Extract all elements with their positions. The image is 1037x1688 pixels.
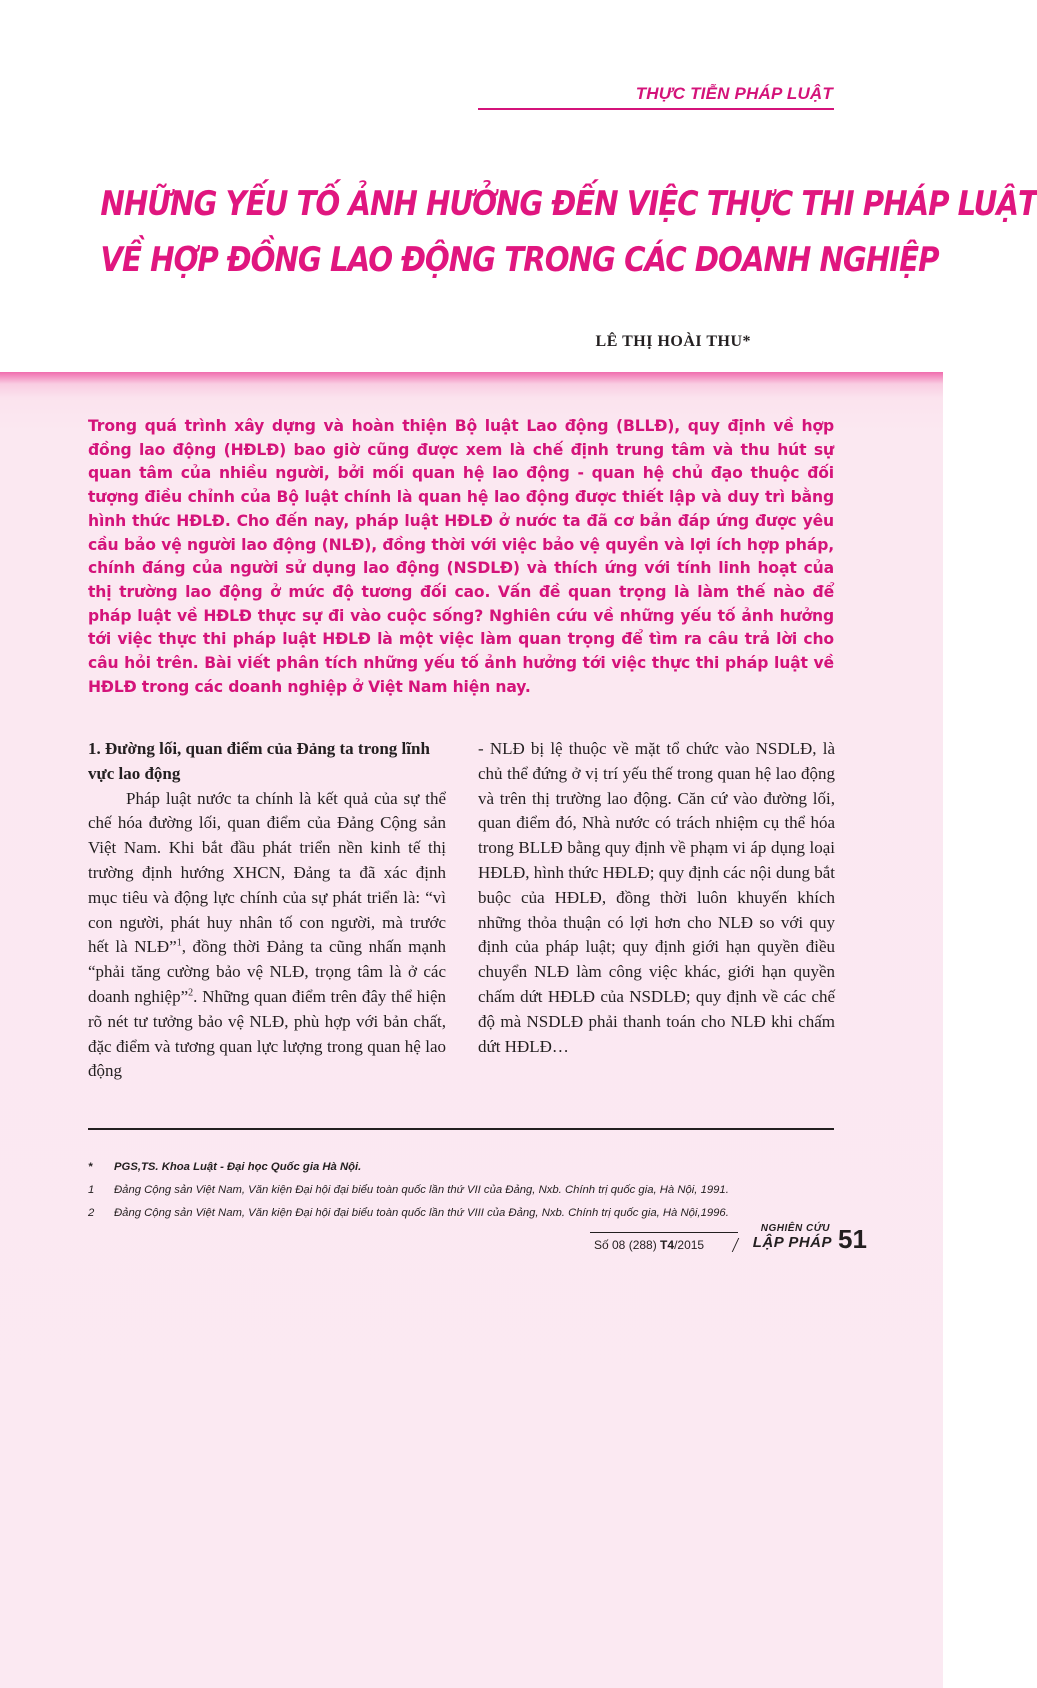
right-column <box>478 737 835 1059</box>
left-column <box>88 737 446 1084</box>
footer-rule <box>590 1232 738 1233</box>
issue-year: /2015 <box>674 1238 705 1252</box>
footnote-ref: 2 <box>188 987 194 999</box>
footnote-item <box>88 1156 848 1179</box>
body-text: , đồng thời Đảng ta cũng nhấn mạnh “phải tăng cường bảo vệ NLĐ, trọng tâm là ở các doanh nghiệp” <box>88 937 446 1006</box>
body-paragraph <box>88 787 446 1085</box>
footnote-text: Đảng Cộng sản Việt Nam, Văn kiện Đại hội đại biểu toàn quốc lần thứ VIII của Đảng, Nxb. Chính trị quốc gia, Hà Nội,1996. <box>114 1207 729 1219</box>
issue-month: T4 <box>660 1238 675 1252</box>
footnote-text: Đảng Cộng sản Việt Nam, Văn kiện Đại hội đại biểu toàn quốc lần thứ VII của Đảng, Nxb. Chính trị quốc gia, Hà Nội, 1991. <box>114 1184 729 1196</box>
issue-prefix: Số 08 (288) <box>594 1238 661 1252</box>
title-line-2: VỀ HỢP ĐỒNG LAO ĐỘNG TRONG CÁC DOANH NGHIỆP <box>100 240 939 280</box>
magazine-name-bottom: LẬP PHÁP <box>752 1234 832 1251</box>
title-line-1: NHỮNG YẾU TỐ ẢNH HƯỞNG ĐẾN VIỆC THỰC THI PHÁP LUẬT <box>100 184 1037 224</box>
footnote-item <box>88 1179 848 1202</box>
footnote-mark: * <box>88 1161 93 1173</box>
issue-info <box>594 1238 704 1252</box>
article-title <box>100 176 1037 288</box>
section-heading: 1. Đường lối, quan điểm của Đảng ta trong lĩnh vực lao động <box>88 739 430 783</box>
page-number: 51 <box>838 1224 867 1254</box>
footnote-ref: 1 <box>176 937 182 949</box>
magazine-name-top: NGHIÊN CỨU <box>760 1223 830 1234</box>
author: LÊ THỊ HOÀI THU* <box>595 333 751 350</box>
footnote-divider <box>88 1128 834 1130</box>
body-text: . Những quan điểm trên đây thể hiện rõ nét tư tưởng bảo vệ NLĐ, phù hợp với bản chất, đặc điểm và tương quan lực lượng trong quan hệ lao động <box>88 986 446 1081</box>
section-rule <box>478 108 834 110</box>
footnote-item <box>88 1202 848 1225</box>
footnotes <box>88 1156 848 1225</box>
footnote-mark: 1 <box>88 1184 95 1196</box>
abstract: Trong quá trình xây dựng và hoàn thiện Bộ luật Lao động (BLLĐ), quy định về hợp đồng lao động (HĐLĐ) bao giờ cũng được xem là chế định trung tâm và thu hút sự quan tâm của nhiều người, bởi mối quan hệ lao động - quan hệ chủ đạo thuộc đối tượng điều chỉnh của Bộ luật chính là quan hệ lao động được thiết lập và duy trì bằng hình thức HĐLĐ. Cho đến nay, pháp luật HĐLĐ ở nước ta đã cơ bản đáp ứng được yêu cầu bảo vệ người lao động (NLĐ), đồng thời với việc bảo vệ quyền và lợi ích hợp pháp, chính đáng của người sử dụng lao động (NSDLĐ) và thích ứng với tính linh hoạt của thị trường lao động ở mức độ tương đối cao. Vấn đề quan trọng là làm thế nào để pháp luật về HĐLĐ thực sự đi vào cuộc sống? Nghiên cứu về những yếu tố ảnh hưởng tới việc thực thi pháp luật HĐLĐ là một việc làm quan trọng để tìm ra câu trả lời cho câu hỏi trên. Bài viết phân tích những yếu tố ảnh hưởng tới việc thực thi pháp luật về HĐLĐ trong các doanh nghiệp ở Việt Nam hiện nay. <box>88 417 834 696</box>
section-label: THỰC TIỄN PHÁP LUẬT <box>635 84 833 103</box>
footnote-text: PGS,TS. Khoa Luật - Đại học Quốc gia Hà Nội. <box>114 1161 362 1173</box>
body-paragraph: - NLĐ bị lệ thuộc về mặt tổ chức vào NSDLĐ, là chủ thể đứng ở vị trí yếu thế trong quan hệ lao động và trên thị trường lao động. Căn cứ vào đường lối, quan điểm đó, Nhà nước có trách nhiệm cụ thể hóa trong BLLĐ bằng quy định về phạm vi áp dụng loại HĐLĐ, hình thức HĐLĐ; quy định các nội dung bắt buộc của HĐLĐ, đồng thời luôn khuyến khích những thỏa thuận có lợi hơn cho NLĐ so với quy định của pháp luật; quy định giới hạn quyền điều chuyển NLĐ làm công việc khác, giới hạn quyền chấm dứt HĐLĐ của NSDLĐ; quy định về các chế độ mà NSDLĐ phải thanh toán cho NLĐ khi chấm dứt HĐLĐ… <box>478 739 835 1056</box>
footnote-mark: 2 <box>88 1207 95 1219</box>
body-text: Pháp luật nước ta chính là kết quả của sự thể chế hóa đường lối, quan điểm của Đảng Cộng sản Việt Nam. Khi bắt đầu phát triển nền kinh tế thị trường định hướng XHCN, Đảng ta đã xác định mục tiêu và động lực chính của sự phát triển là: “vì con người, phát huy nhân tố con người, mà trước hết là NLĐ” <box>88 788 446 957</box>
